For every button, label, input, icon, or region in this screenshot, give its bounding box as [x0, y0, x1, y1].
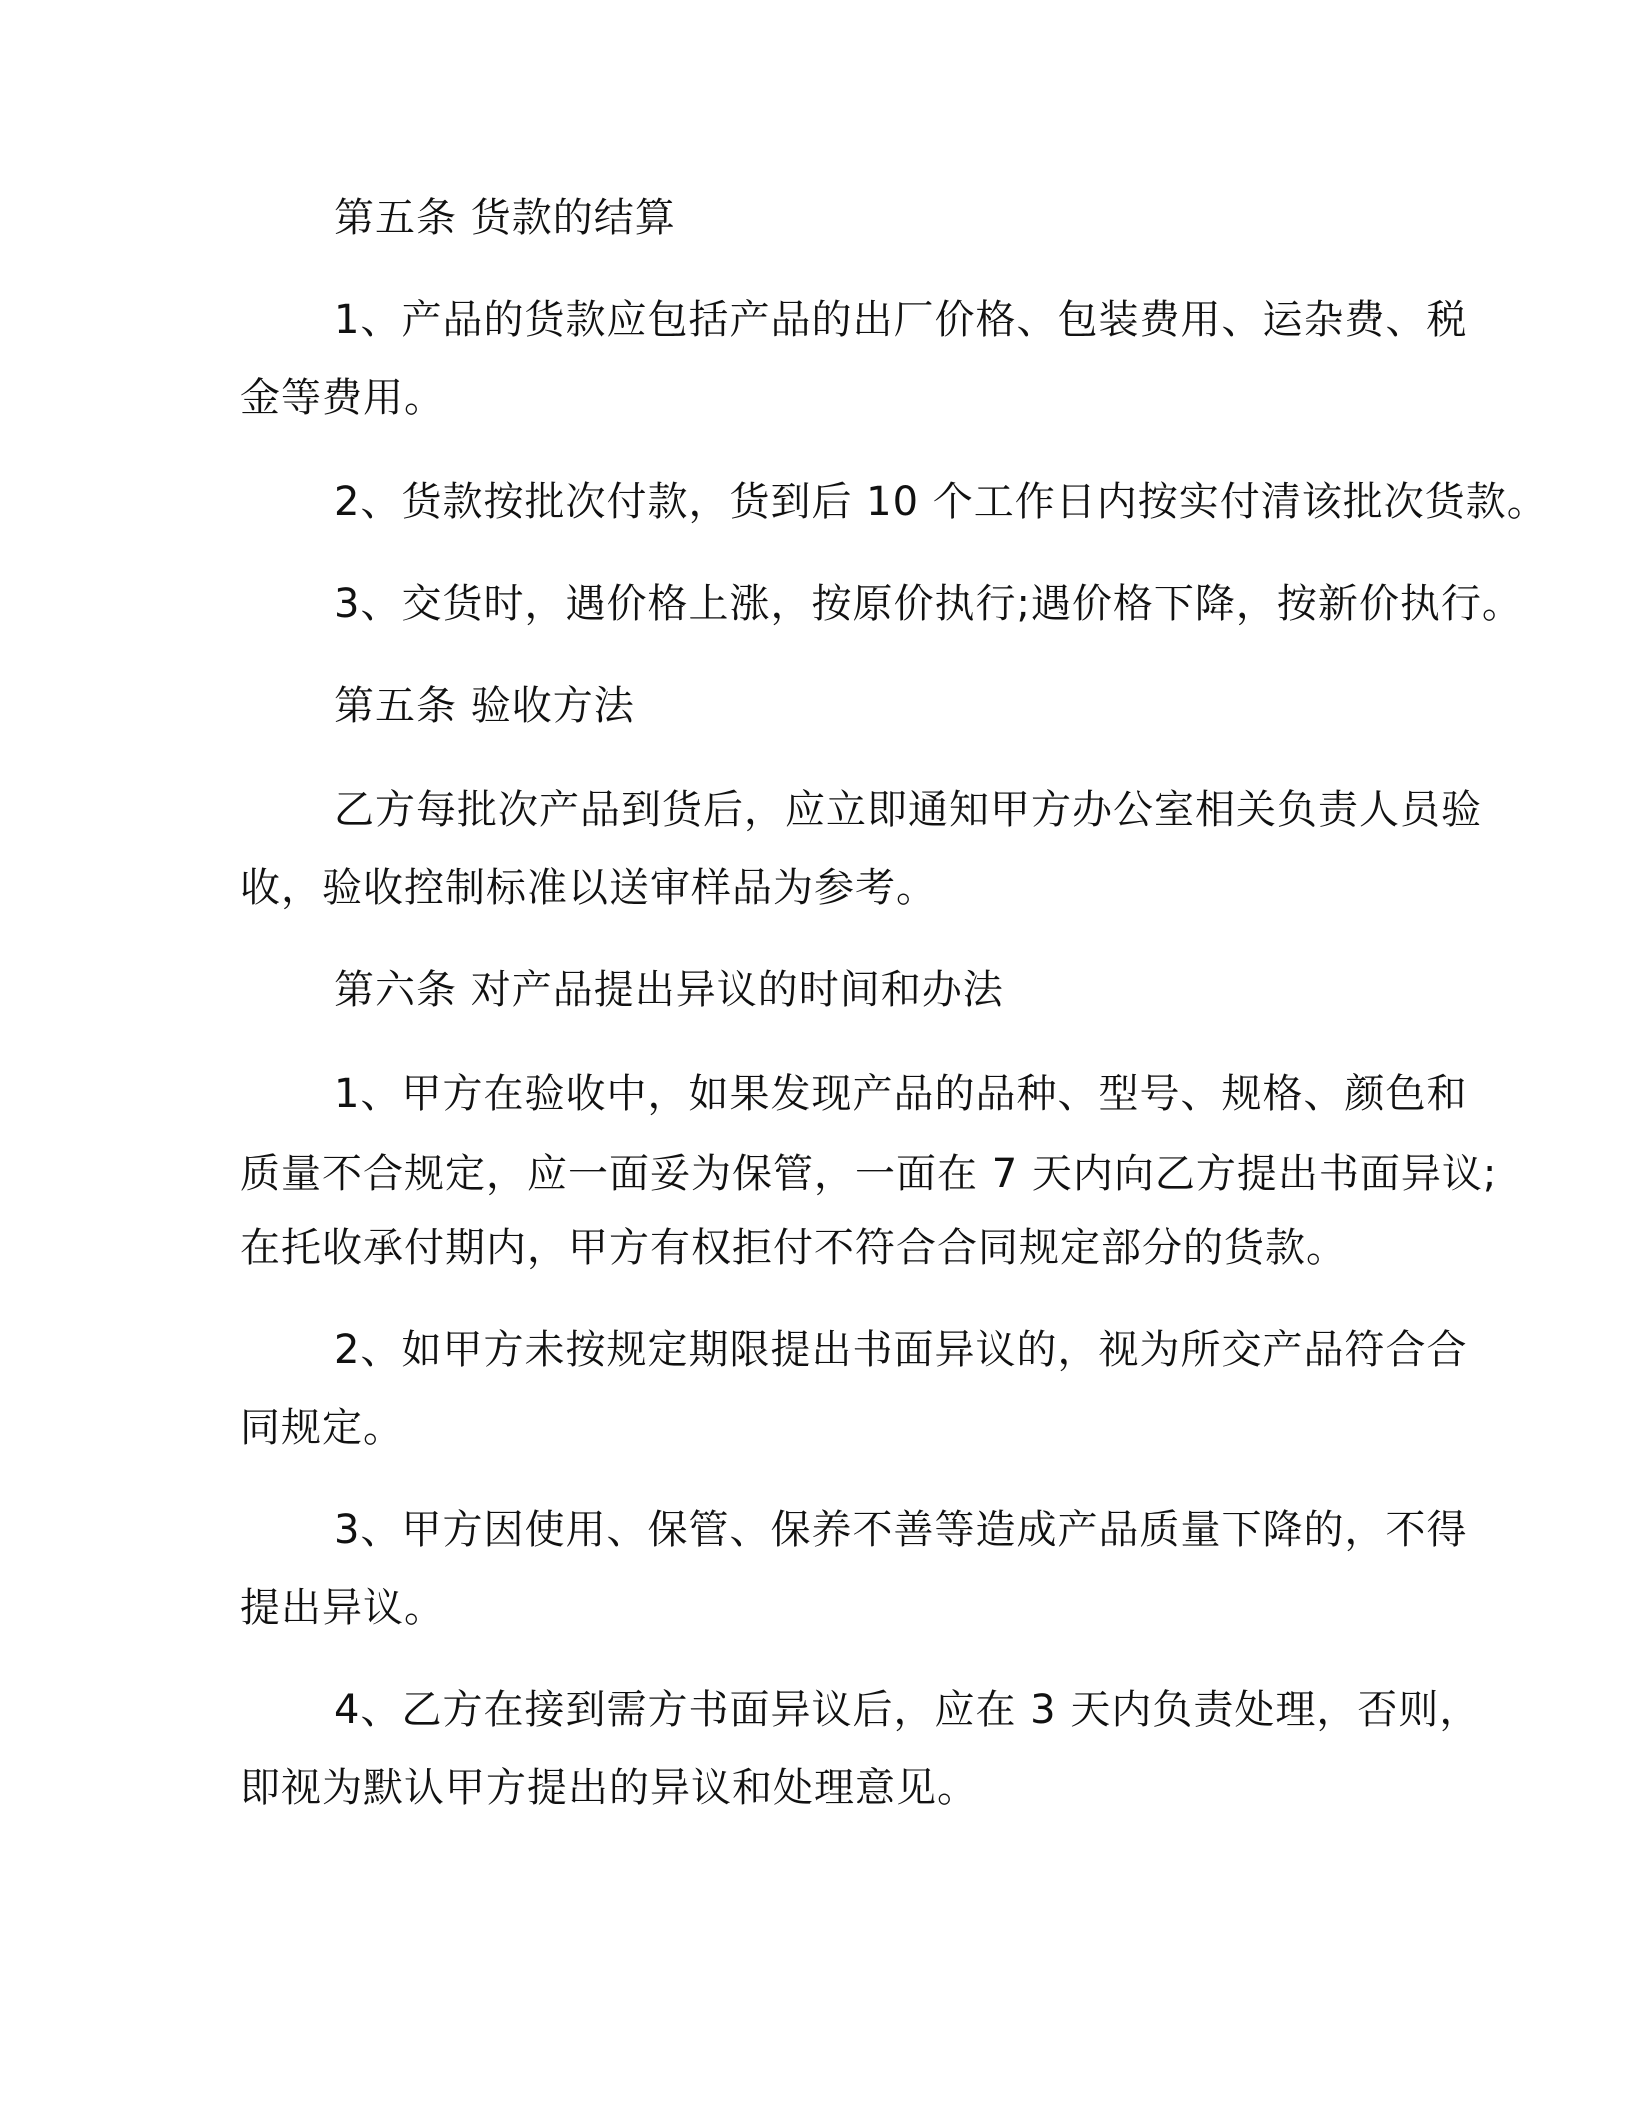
clause-line: 质量不合规定，应一面妥为保管，一面在 7 天内向乙方提出书面异议;	[240, 1151, 1498, 1197]
clause-line: 1、产品的货款应包括产品的出厂价格、包装费用、运杂费、税	[334, 297, 1468, 343]
clause-line: 金等费用。	[240, 375, 445, 421]
clause-line: 1、甲方在验收中，如果发现产品的品种、型号、规格、颜色和	[334, 1071, 1468, 1117]
heading-acceptance: 第五条 验收方法	[334, 683, 635, 729]
clause-line: 在托收承付期内，甲方有权拒付不符合合同规定部分的货款。	[240, 1225, 1347, 1271]
clause-line: 乙方每批次产品到货后，应立即通知甲方办公室相关负责人员验	[334, 787, 1482, 833]
clause-line: 收，验收控制标准以送审样品为参考。	[240, 865, 937, 911]
heading-objection: 第六条 对产品提出异议的时间和办法	[334, 967, 1004, 1013]
clause-line: 提出异议。	[240, 1585, 445, 1631]
clause-line: 2、如甲方未按规定期限提出书面异议的，视为所交产品符合合	[334, 1327, 1468, 1373]
clause-line: 3、交货时，遇价格上涨，按原价执行;遇价格下降，按新价执行。	[334, 581, 1523, 627]
clause-line: 即视为默认甲方提出的异议和处理意见。	[240, 1765, 978, 1811]
clause-line: 2、货款按批次付款，货到后 10 个工作日内按实付清该批次货款。	[334, 479, 1548, 525]
heading-settlement: 第五条 货款的结算	[334, 195, 676, 241]
clause-line: 3、甲方因使用、保管、保养不善等造成产品质量下降的，不得	[334, 1507, 1468, 1553]
clause-line: 同规定。	[240, 1405, 404, 1451]
clause-line: 4、乙方在接到需方书面异议后，应在 3 天内负责处理，否则，	[334, 1687, 1481, 1733]
